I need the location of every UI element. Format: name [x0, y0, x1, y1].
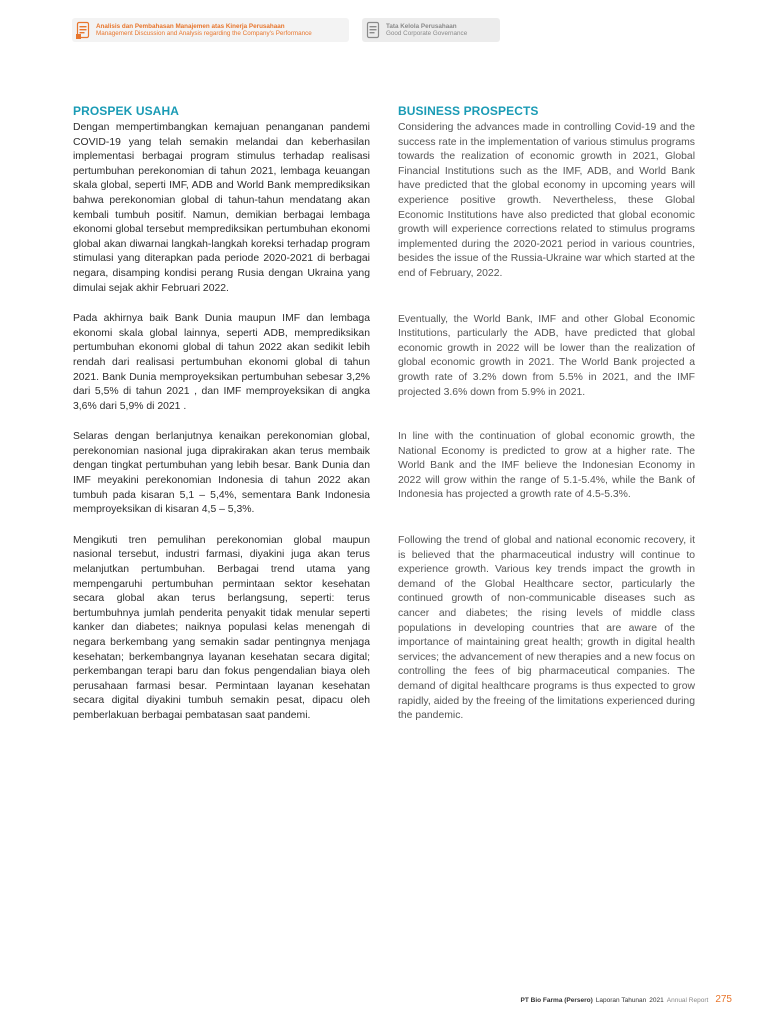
tab-corporate-governance[interactable]	[362, 18, 500, 42]
tab-management-discussion[interactable]	[72, 18, 349, 42]
footer-report: Laporan Tahunan	[595, 997, 647, 1004]
tab-subtitle: Good Corporate Governance	[386, 30, 468, 37]
document-icon	[76, 21, 90, 39]
footer-company: PT Bio Farma (Persero)	[520, 997, 593, 1004]
page-number: 275	[715, 994, 732, 1005]
footer-report-en: Annual Report	[666, 997, 709, 1004]
footer-year: 2021	[649, 997, 664, 1004]
tab-title: Tata Kelola Perusahaan	[386, 22, 457, 30]
paragraph: Following the trend of global and national economic recovery, it is believed that the pharmaceutical industry will continue to experience growth. Various key trends impact the growth in demand of the Global Healthcare sector, particularly the continued growth of non-communicable diseases such as cancer and diabetes; the rising levels of middle class populations in developing countries that are aware of the importance of maintaining great health; growth in digital health services; the advancement of new therapies and a new focus on controlling the fees of big pharmaceutical companies. The demand of digital healthcare programs is thus expected to grow rapidly, aided by the freeing of the limitations experienced during the pandemic.	[398, 535, 695, 722]
section-header	[72, 18, 500, 44]
tab-subtitle: Management Discussion and Analysis regarding the Company's Performance	[96, 30, 312, 37]
paragraph: Considering the advances made in controlling Covid-19 and the success rate in the implementation of various stimulus programs towards the realization of economic growth in 2021, Global Financial Institutions such as the IMF, ADB, and World Bank have predicted that the global economy in upcoming years will experience positive growth. Nevertheless, these Global Economic Institutions have also predicted that global economic growth will experience corrections related to stimulus programs implemented during the 2020-2021 period in various countries, besides the issue of the Russia-Ukraine war which started at the end of February, 2022.	[398, 122, 695, 279]
document-icon	[366, 21, 380, 39]
paragraph: Dengan mempertimbangkan kemajuan penanganan pandemi COVID-19 yang telah semakin melandai dan keberhasilan implementasi berbagai program stimulus terhadap realisasi pertumbuhan perekonomian di tahun 2021, lembaga keuangan skala global, seperti IMF, ADB and World Bank memprediksikan bahwa perekonomian global di tahun-tahun mendatang akan kembali tumbuh positif. Namun, demikian berbagai lembaga ekonomi global tersebut memprediksikan pertumbuhan ekonomi global akan diwarnai langkah-langkah koreksi terhadap program stimulasi yang diterapkan pada periode 2020-2021 di berbagai negara, disamping kondisi perang Rusia dengan Ukraina yang dimulai sejak akhir Februari 2022.	[73, 122, 370, 294]
page-footer	[521, 994, 732, 1005]
paragraph: Mengikuti tren pemulihan perekonomian global maupun nasional tersebut, industri farmasi, diyakini juga akan terus melanjutkan pertumbuhan. Berbagai trend utama yang mempengaruhi pertumbuhan permintaan sektor kesehatan secara global akan terus berlangsung, seperti: terus bertumbuhnya jumlah penderita penyakit tidak menular seperti kanker dan diabetes; naiknya populasi kelas menengah di negara berkembang yang semakin sadar pentingnya menjaga kesehatan; berkembangnya layanan kesehatan secara digital; perkembangan terapi baru dan fokus pengendalian biaya oleh perusahaan farmasi besar. Permintaan layanan kesehatan secara digital diyakini tumbuh semakin pesat, dipacu oleh pemberlakuan berbagai pembatasan saat pandemi.	[73, 534, 370, 721]
tab-title: Analisis dan Pembahasan Manajemen atas Kinerja Perusahaan	[96, 22, 285, 30]
column-indonesian	[73, 104, 370, 724]
section-heading: BUSINESS PROSPECTS	[398, 104, 539, 118]
column-english	[398, 104, 695, 724]
section-heading: PROSPEK USAHA	[73, 104, 179, 118]
paragraph: In line with the continuation of global economic growth, the National Economy is predicted to grow at a higher rate. The World Bank and the IMF believe the Indonesian Economy in 2022 will grow within the range of 5.1-5.4%, while the Bank of Indonesia has projected a growth rate of 4.5-5.3%.	[398, 431, 695, 501]
paragraph: Eventually, the World Bank, IMF and other Global Economic Institutions, particularly the ADB, have predicted that global economic growth in 2022 will be lower than the realization of global economic growth in 2021. The World Bank projected a growth rate of 3.2% down from 5.5% in 2021, and the IMF projected 3.6% down from 5.9% in 2021.	[398, 313, 695, 398]
paragraph: Selaras dengan berlanjutnya kenaikan perekonomian global, perekonomian nasional juga diprakirakan akan terus membaik dengan tingkat pertumbuhan yang lebih besar. Bank Dunia dan IMF meyakini perekonomian Indonesia di tahun 2022 akan tumbuh pada kisaran 5,1 – 5,4%, sementara Bank Indonesia memproyeksikan di kisaran 4,5 – 5,3%.	[73, 431, 370, 516]
paragraph: Pada akhirnya baik Bank Dunia maupun IMF dan lembaga ekonomi skala global lainnya, seperti ADB, memprediksikan pertumbuhan ekonomi global di tahun 2022 akan sedikit lebih rendah dari realisasi pertumbuhan ekonomi global di tahun 2021. Bank Dunia memproyeksikan pertumbuhan sebesar 3,2% dari 5,5% di tahun 2021 , dan IMF memproyeksikan di angka 3,6% dari 5,9% di 2021 .	[73, 313, 370, 412]
